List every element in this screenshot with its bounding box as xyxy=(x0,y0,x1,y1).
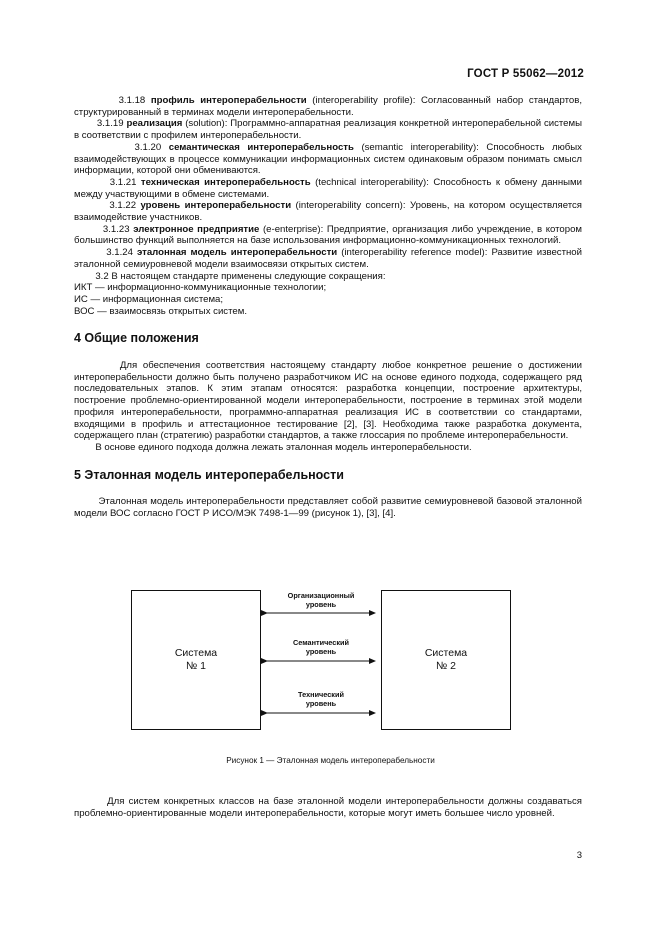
abbrev-item: ВОС — взаимосвязь открытых систем. xyxy=(74,305,247,317)
definition-item xyxy=(74,95,582,118)
definition-english: (interoperability concern): xyxy=(295,200,406,212)
definition-term: техническая интероперабельность xyxy=(140,176,311,188)
section-4-title: 4 Общие положения xyxy=(74,331,199,346)
definition-text: Программно-аппаратная реализация конкретной интероперабельной системы в соответствии с профилем интероперабельности. xyxy=(74,118,583,142)
page-number: 3 xyxy=(576,850,582,861)
abbrev-item: ИС — информационная система; xyxy=(74,293,224,305)
definition-number: 3.1.19 xyxy=(96,118,124,130)
system-2-number: № 2 xyxy=(435,660,457,672)
definition-text: Способность к обмену данными между участвующими в обмене системами. xyxy=(74,176,582,200)
definition-english: (semantic interoperability): xyxy=(361,141,479,153)
definition-item xyxy=(74,247,582,270)
technical-level-label: Технический уровень xyxy=(298,690,344,708)
definition-text: Согласованный набор стандартов, структурированный в терминах модели интероперабельности. xyxy=(74,95,582,118)
definition-english: (e-enterprise): xyxy=(262,223,324,235)
definition-item xyxy=(74,177,582,200)
system-1-number: № 1 xyxy=(185,660,207,672)
definition-number: 3.1.21 xyxy=(109,176,137,188)
level-arrows xyxy=(131,590,511,740)
definition-item xyxy=(74,142,582,177)
definition-term: реализация xyxy=(126,118,183,130)
definition-number: 3.1.23 xyxy=(102,223,130,235)
definition-english: (solution): xyxy=(185,118,228,130)
abbrev-item: ИКТ — информационно-коммуникационные технологии; xyxy=(74,282,327,294)
semantic-level-label: Семантический уровень xyxy=(293,638,349,656)
document-header: ГОСТ Р 55062—2012 xyxy=(467,68,584,80)
definition-text: Развитие известной эталонной семиуровневой модели взаимосвязи открытых систем. xyxy=(74,247,582,270)
definition-term: семантическая интероперабельность xyxy=(168,141,354,153)
definition-item xyxy=(74,118,582,141)
definition-item xyxy=(74,200,582,223)
section-5-paragraph: Эталонная модель интероперабельности представляет собой развитие семиуровневой базовой эталонной модели ВОС согласно ГОСТ Р ИСО/МЭК 7498-1—99 (рисунок 1), [3], [4]. xyxy=(74,496,583,520)
definition-english: (interoperability reference model): xyxy=(341,247,488,259)
definition-term: уровень интероперабельности xyxy=(140,200,292,212)
definition-item xyxy=(74,224,582,247)
definition-number: 3.1.18 xyxy=(118,95,146,106)
definition-english: (interoperability profile): xyxy=(312,95,416,106)
definition-number: 3.1.22 xyxy=(109,200,137,212)
definition-number: 3.1.24 xyxy=(106,247,133,259)
section-4-paragraph: В основе единого подхода должна лежать эталонная модель интероперабельности. xyxy=(95,441,472,453)
section-5-title: 5 Эталонная модель интероперабельности xyxy=(74,467,344,482)
figure-reference-model xyxy=(131,590,511,740)
definition-text: Уровень, на котором осуществляется взаимодействие участников. xyxy=(74,200,582,224)
system-2-label: Система xyxy=(424,647,468,659)
figure-caption: Рисунок 1 — Эталонная модель интероперабельности xyxy=(226,756,435,765)
definition-number: 3.1.20 xyxy=(134,141,162,153)
system-1-label: Система xyxy=(174,647,218,659)
definition-text: Предприятие, организация либо учреждение, в котором большинство функций выполняется на базе использования информационно-коммуникационных технологий. xyxy=(74,223,583,247)
definition-english: (technical interoperability): xyxy=(315,176,429,188)
definition-term: профиль интероперабельности xyxy=(150,95,307,106)
definition-term: эталонная модель интероперабельности xyxy=(136,247,338,259)
definition-term: электронное предприятие xyxy=(133,223,260,235)
section-4-paragraph: Для обеспечения соответствия настоящему стандарту любое конкретное решение о достижении интероперабельности должно быть получено разработчиком ИС на основе единого подхода, содержащего ряд последовательных этапов. К этим этапам относятся: разработка концепции, построение архитектуры, построение проблемно-ориентированной модели интероперабельности, построение в терминах этой модели профиля интероперабельности, программно-аппаратная реализация ИС в соответствии со стандартами, входящими в профиль и аттестационное тестирование [2], [3]. Необходима также разработка документа, содержащего план (стратегию) разработки стандартов, а также глоссария по проблеме интероперабельности. xyxy=(74,360,582,442)
abbrev-intro: 3.2 В настоящем стандарте применены следующие сокращения: xyxy=(95,270,386,282)
organizational-level-label: Организационный уровень xyxy=(287,591,355,609)
definition-text: Способность любых взаимодействующих в процессе коммуникации информационных систем одинаковым образом понимать смысл информации, которой они обмениваются. xyxy=(74,141,582,177)
definitions-list xyxy=(74,95,582,271)
document-body xyxy=(74,95,582,520)
closing-paragraph: Для систем конкретных классов на базе эталонной модели интероперабельности должны создаваться проблемно-ориентированные модели интероперабельности, которые могут иметь большее число уровней. xyxy=(74,796,583,819)
